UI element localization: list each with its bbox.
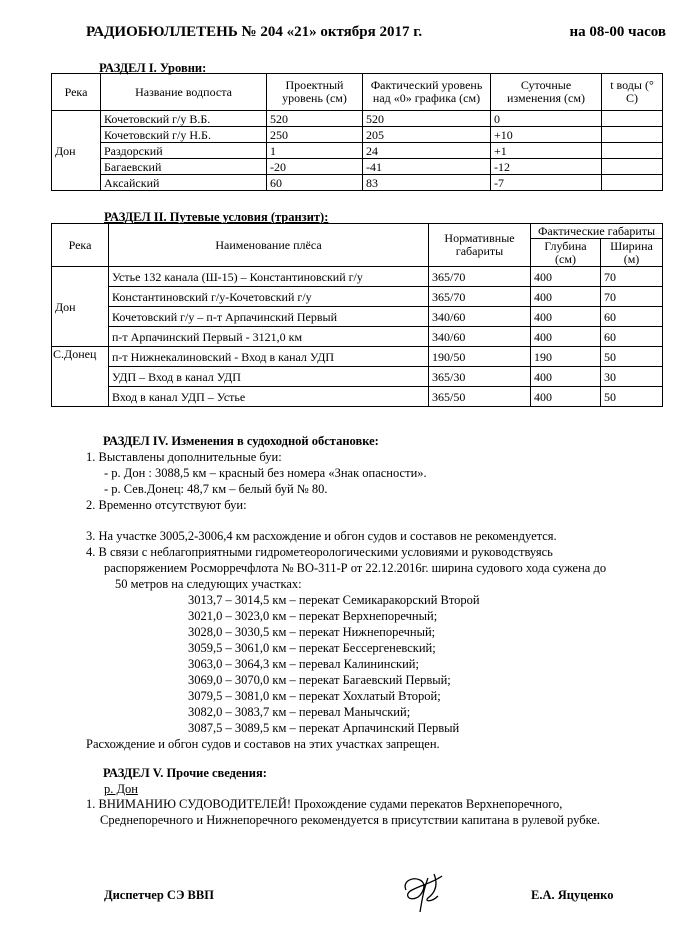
route-col-river: Река xyxy=(52,224,109,267)
river-label: р. Дон xyxy=(104,782,138,796)
levels-col-design: Проектный уровень (см) xyxy=(267,74,363,111)
river-cell: Дон xyxy=(52,267,109,347)
bulletin-title xyxy=(86,24,666,41)
bulletin-title-time: на 08-00 часов xyxy=(569,24,666,40)
list-item: 1. Выставлены дополнительные буи: xyxy=(86,450,282,464)
segment-item: 3063,0 – 3064,3 км – перевал Калининский; xyxy=(188,657,419,671)
route-col-actual: Фактические габариты xyxy=(531,224,663,239)
river-cell: С.Донец xyxy=(52,347,109,407)
segment-item: 3082,0 – 3083,7 км – перевал Манычский; xyxy=(188,705,411,719)
route-col-width: Ширина (м) xyxy=(601,239,663,267)
route-col-depth: Глубина (см) xyxy=(531,239,601,267)
list-item: 4. В связи с неблагоприятными гидрометеорологическими условиями и руководствуясь xyxy=(86,545,553,559)
list-item: - р. Дон : 3088,5 км – красный без номера «Знак опасности». xyxy=(104,466,427,480)
section1-title: РАЗДЕЛ I. Уровни: xyxy=(99,61,207,75)
notice-line: Среднепоречного и Нижнепоречного рекомендуется в присутствии капитана в рулевой рубке. xyxy=(100,813,601,827)
levels-col-temp: t воды (° С) xyxy=(602,74,663,111)
table-row: Константиновский г/у-Кочетовский г/у 365/70 400 70 xyxy=(52,287,663,307)
levels-col-actual: Фактический уровень над «0» графика (см) xyxy=(363,74,491,111)
river-cell: Дон xyxy=(52,111,101,191)
levels-col-change: Суточные изменения (см) xyxy=(491,74,602,111)
table-row: Аксайский 60 83 -7 xyxy=(52,175,663,191)
levels-col-river: Река xyxy=(52,74,101,111)
section4-title: РАЗДЕЛ IV. Изменения в судоходной обстановке: xyxy=(103,434,379,448)
table-row: п-т Арпачинский Первый - 3121,0 км 340/60 400 60 xyxy=(52,327,663,347)
table-row: С.Донец п-т Нижнекалиновский - Вход в канал УДП 190/50 190 50 xyxy=(52,347,663,367)
segment-item: 3013,7 – 3014,5 км – перекат Семикаракорский Второй xyxy=(188,593,480,607)
table-row: Раздорский 1 24 +1 xyxy=(52,143,663,159)
table-row: Дон Устье 132 канала (Ш-15) – Константиновский г/у 365/70 400 70 xyxy=(52,267,663,287)
segment-item: 3079,5 – 3081,0 км – перекат Хохлатый Второй; xyxy=(188,689,441,703)
segment-item: 3028,0 – 3030,5 км – перекат Нижнепоречный; xyxy=(188,625,436,639)
list-item: 2. Временно отсутствуют буи: xyxy=(86,498,247,512)
segment-item: 3069,0 – 3070,0 км – перекат Багаевский Первый; xyxy=(188,673,451,687)
levels-table xyxy=(51,73,663,191)
segment-item: 3087,5 – 3089,5 км – перекат Арпачинский Первый xyxy=(188,721,460,735)
signer-name: Е.А. Яцуценко xyxy=(531,888,614,902)
signature-image xyxy=(398,868,458,918)
table-row: Вход в канал УДП – Устье 365/50 400 50 xyxy=(52,387,663,407)
list-item: 3. На участке 3005,2-3006,4 км расхождение и обгон судов и составов не рекомендуется. xyxy=(86,529,557,543)
table-row: Багаевский -20 -41 -12 xyxy=(52,159,663,175)
segment-item: 3021,0 – 3023,0 км – перекат Верхнепоречный; xyxy=(188,609,438,623)
segment-item: 3059,5 – 3061,0 км – перекат Бессергеневский; xyxy=(188,641,436,655)
list-item: распоряжением Росморречфлота № ВО-311-Р от 22.12.2016г. ширина судового хода сужена до xyxy=(104,561,607,575)
notice-line: 1. ВНИМАНИЮ СУДОВОДИТЕЛЕЙ! Прохождение судами перекатов Верхнепоречного, xyxy=(86,797,563,811)
section5-title: РАЗДЕЛ V. Прочие сведения: xyxy=(103,766,267,780)
table-row: УДП – Вход в канал УДП 365/30 400 30 xyxy=(52,367,663,387)
levels-header-row xyxy=(52,74,663,111)
table-row: Кочетовский г/у – п-т Арпачинский Первый 340/60 400 60 xyxy=(52,307,663,327)
route-col-normative: Нормативные габариты xyxy=(429,224,531,267)
route-col-reach: Наименование плёса xyxy=(109,224,429,267)
section2-title: РАЗДЕЛ II. Путевые условия (транзит): xyxy=(104,210,329,224)
bulletin-title-left: РАДИОБЮЛЛЕТЕНЬ № 204 «21» октября 2017 г. xyxy=(86,24,423,40)
route-table xyxy=(51,223,663,407)
dispatcher-label: Диспетчер СЭ ВВП xyxy=(104,888,214,902)
levels-col-post: Название водпоста xyxy=(101,74,267,111)
closing-note: Расхождение и обгон судов и составов на этих участках запрещен. xyxy=(86,737,440,751)
table-row: Дон Кочетовский г/у В.Б. 520 520 0 xyxy=(52,111,663,127)
list-item: 50 метров на следующих участках: xyxy=(115,577,302,591)
list-item: - р. Сев.Донец: 48,7 км – белый буй № 80. xyxy=(104,482,328,496)
table-row: Кочетовский г/у Н.Б. 250 205 +10 xyxy=(52,127,663,143)
